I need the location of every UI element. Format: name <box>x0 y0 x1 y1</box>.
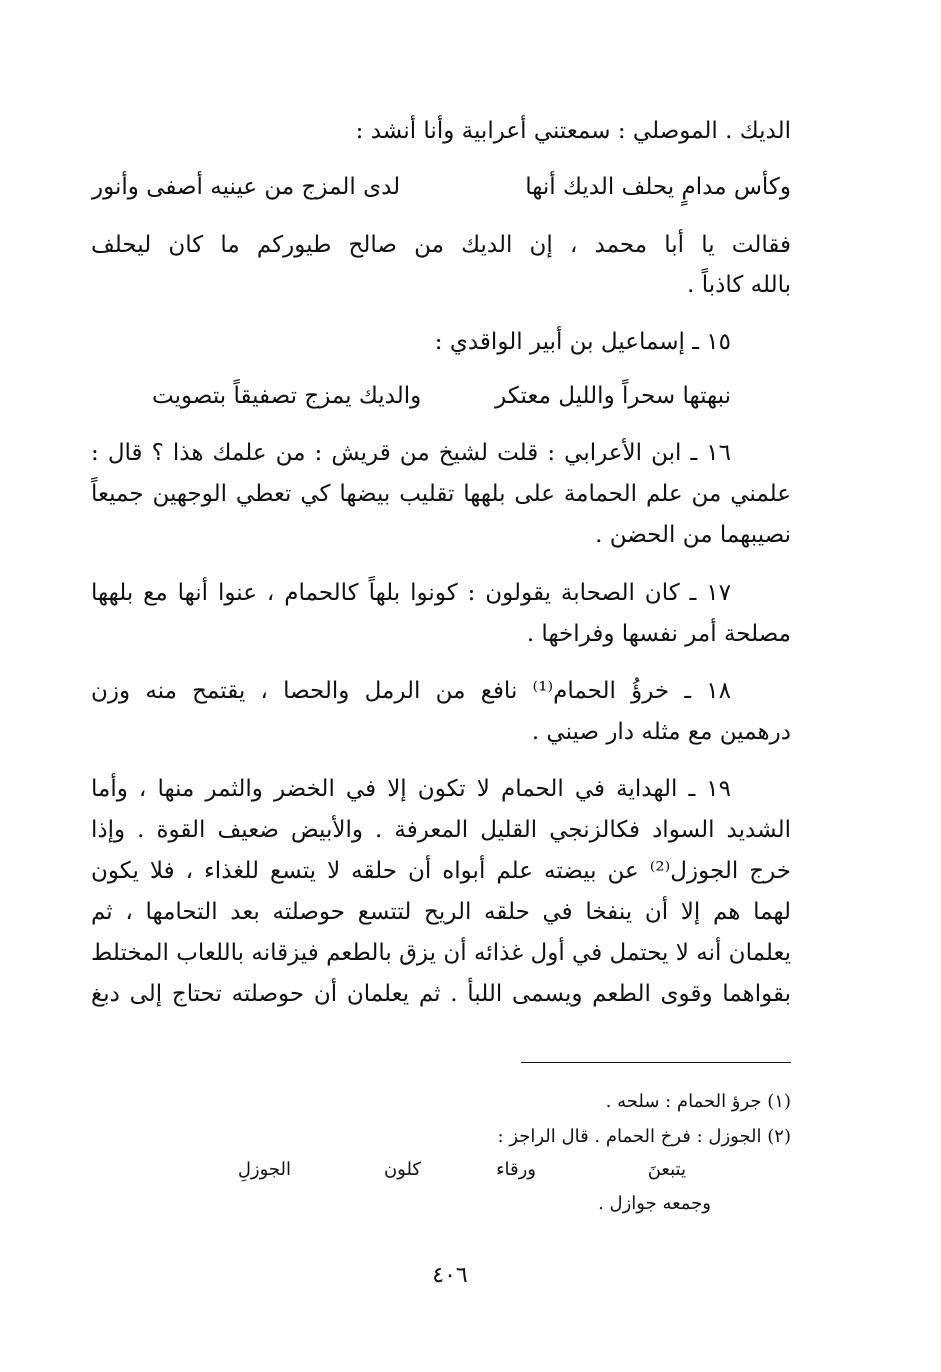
body-line-3: بالله كاذباً . <box>687 272 791 298</box>
body-line-19a: ١٩ ـ الهداية في الحمام لا تكون إلا في الخضر والثمر منها ، وأما <box>91 776 731 802</box>
body-line-18b: درهمين مع مثله دار صيني . <box>531 719 791 745</box>
footnote-verse-word-4: الجوزلِ <box>237 1159 291 1180</box>
page-number: ٤٠٦ <box>432 1263 468 1288</box>
footnote-2: (٢) الجوزل : فرخ الحمام . قال الراجز : <box>497 1126 791 1147</box>
body-line-18a: ١٨ ـ خرؤُ الحمام⁽¹⁾ نافع من الرمل والحصا ، يقتمح منه وزن <box>91 678 732 704</box>
verse2-first-hemistich: نبهتها سحراً والليل معتكر <box>495 383 731 409</box>
body-line-19b: الشديد السواد فكالزنجي القليل المعرفة . والأبيض ضعيف القوة . وإذا <box>91 817 791 843</box>
footnote-verse-word-3: كلون <box>383 1159 421 1180</box>
body-line-17a: ١٧ ـ كان الصحابة يقولون : كونوا بلهاً كالحمام ، عنوا أنها مع بلهها <box>91 580 731 606</box>
footnote-verse-word-2: ورقاء <box>496 1159 536 1180</box>
footnote-divider <box>521 1062 791 1063</box>
verse1-first-hemistich: وكأس مدامٍ يحلف الديك أنها <box>525 174 791 200</box>
body-line-16a: ١٦ ـ ابن الأعرابي : قلت لشيخ من قريش : من علمك هذا ؟ قال : <box>91 440 731 466</box>
body-line-19d: لهما هم إلا أن ينفخا في حلقه الريح لتتسع حوصلته بعد التحامها ، ثم <box>91 899 791 925</box>
footnote-verse-word-1: يتبعنَ <box>647 1159 686 1180</box>
body-line-16b: علمني من علم الحمامة على بلهها تقليب بيضها كي تعطي الوجهين جميعاً <box>91 481 791 507</box>
body-line-19f: بقواهما وقوى الطعم ويسمى اللبأ . ثم يعلمان أن حوصلته تحتاج إلى دبغ <box>91 981 791 1007</box>
verse1-second-hemistich: لدى المزج من عينيه أصفى وأنور <box>92 174 401 200</box>
footnote-2-end: وجمعه جوازل . <box>598 1193 711 1214</box>
verse2-second-hemistich: والديك يمزج تصفيقاً بتصويت <box>152 383 422 409</box>
body-line-17b: مصلحة أمر نفسها وفراخها . <box>526 621 791 647</box>
section-15-heading: ١٥ ـ إسماعيل بن أبير الواقدي : <box>434 329 731 355</box>
body-line-1: الديك . الموصلي : سمعتني أعرابية وأنا أنشد : <box>355 118 791 144</box>
body-line-19e: يعلمان أنه لا يحتمل في أول غذائه أن يزق بالطعم فيزقانه باللعاب المختلط <box>91 940 791 966</box>
body-line-19c: خرج الجوزل⁽²⁾ عن بيضته علم أبواه أن حلقه لا يتسع للغذاء ، فلا يكون <box>91 858 791 884</box>
body-line-2: فقالت يا أبا محمد ، إن الديك من صالح طيوركم ما كان ليحلف <box>91 232 791 258</box>
footnote-1: (١) جرؤ الحمام : سلحه . <box>605 1091 791 1112</box>
body-line-16c: نصيبهما من الحضن . <box>595 522 791 548</box>
